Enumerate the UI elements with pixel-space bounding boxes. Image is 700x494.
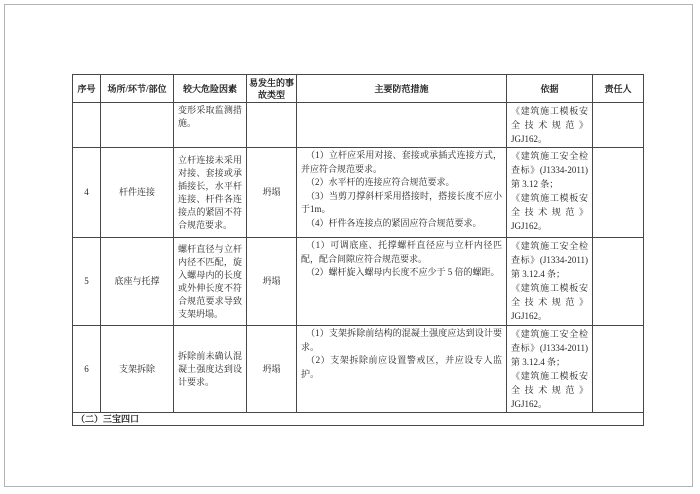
- cell-accident-type: 坍塌: [247, 148, 297, 238]
- cell-seq: 4: [73, 148, 101, 238]
- cell-accident-type: 坍塌: [247, 326, 297, 413]
- cell-measures: [297, 148, 507, 238]
- cell-responsible: [593, 103, 644, 148]
- col-header-basis: 依据: [507, 75, 593, 103]
- measure-item: （1）可调底座、托撑螺杆直径应与立杆内径匹配，配合间隙应符合规范要求。: [301, 240, 502, 264]
- basis-item: 《建筑施工安全检查标》(J1334-2011)第 3.12.4 条；: [511, 329, 588, 367]
- basis-item: 《建筑施工模板安全技术规范》JGJ162。: [511, 283, 588, 321]
- cell-basis: [507, 238, 593, 326]
- measure-item: （2）螺杆旋入螺母内长度不应少于 5 倍的螺距。: [306, 267, 500, 277]
- cell-location: 支架拆除: [101, 326, 174, 413]
- table-header-row: [73, 75, 644, 103]
- cell-risk-factor: 螺杆直径与立杆内径不匹配，旋入螺母内的长度或外伸长度不符合规范要求导致支架坍塌。: [174, 238, 247, 326]
- cell-measures: [297, 103, 507, 148]
- basis-item: 《建筑施工安全检查标》(J1334-2011)第 3.12 条；: [511, 151, 588, 189]
- cell-seq: [73, 103, 101, 148]
- risk-table: [72, 74, 644, 426]
- col-header-responsible: 责任人: [593, 75, 644, 103]
- col-header-accident: 易发生的事故类型: [247, 75, 297, 103]
- table-row: [73, 103, 644, 148]
- cell-risk-factor: 立杆连接未采用对接、套接或承插接长，水平杆连接、杆件各连接点的紧固不符合规范要求。: [174, 148, 247, 238]
- cell-accident-type: [247, 103, 297, 148]
- cell-risk-factor: 变形采取监测措施。: [174, 103, 247, 148]
- section-footer-row: [73, 413, 644, 426]
- cell-location: [101, 103, 174, 148]
- cell-risk-factor: 拆除前未确认混凝土强度达到设计要求。: [174, 326, 247, 413]
- cell-seq: 6: [73, 326, 101, 413]
- cell-location: 底座与托撑: [101, 238, 174, 326]
- measure-item: （3）当剪刀撑斜杆采用搭接时，搭接长度不应小于1m。: [301, 190, 502, 214]
- cell-responsible: [593, 326, 644, 413]
- measure-item: （1）立杆应采用对接、套接或承插式连接方式，并应符合规范要求。: [301, 150, 502, 174]
- col-header-location: 场所/环节/部位: [101, 75, 174, 103]
- col-header-seq: 序号: [73, 75, 101, 103]
- basis-item: 《建筑施工模板安全技术规范》JGJ162。: [511, 371, 588, 409]
- cell-measures: [297, 326, 507, 413]
- measure-item: （2）水平杆的连接应符合规范要求。: [306, 177, 455, 187]
- measure-item: （4）杆件各连接点的紧固应符合规范要求。: [306, 217, 482, 228]
- cell-seq: 5: [73, 238, 101, 326]
- section-footer: （二）三宝四口: [73, 413, 644, 426]
- table-row: [73, 326, 644, 413]
- cell-location: 杆件连接: [101, 148, 174, 238]
- col-header-measures: 主要防范措施: [297, 75, 507, 103]
- basis-item: 《建筑施工模板安全技术规范》JGJ162。: [511, 193, 588, 231]
- cell-responsible: [593, 238, 644, 326]
- cell-measures: [297, 238, 507, 326]
- basis-item: 《建筑施工安全检查标》(J1334-2011)第 3.12.4 条；: [511, 241, 588, 279]
- cell-basis: [507, 148, 593, 238]
- basis-item: 《建筑施工模板安全技术规范》JGJ162。: [511, 106, 588, 144]
- measure-item: （2）支架拆除前应设置警戒区，并应设专人监护。: [301, 355, 502, 379]
- col-header-risk: 较大危险因素: [174, 75, 247, 103]
- table-row: [73, 148, 644, 238]
- cell-accident-type: 坍塌: [247, 238, 297, 326]
- cell-basis: [507, 103, 593, 148]
- measure-item: （1）支架拆除前结构的混凝土强度应达到设计要求。: [301, 328, 502, 352]
- cell-basis: [507, 326, 593, 413]
- cell-responsible: [593, 148, 644, 238]
- table-row: [73, 238, 644, 326]
